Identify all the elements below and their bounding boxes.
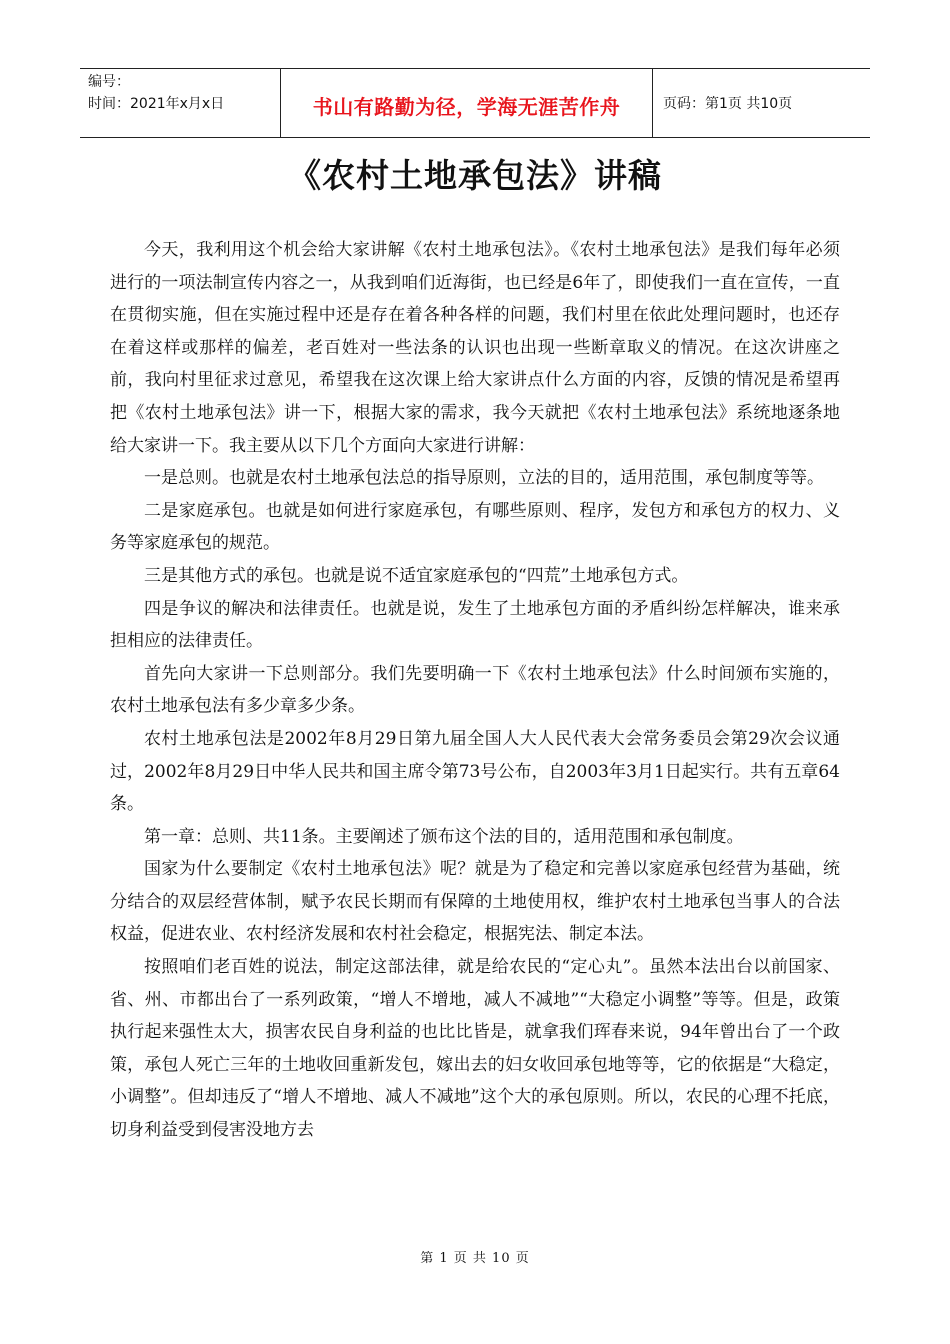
- paragraph: 四是争议的解决和法律责任。也就是说，发生了土地承包方面的矛盾纠纷怎样解决，谁来承担相应的法律责任。: [110, 598, 840, 652]
- paragraph: 第一章：总则、共11条。主要阐述了颁布这个法的目的，适用范围和承包制度。: [144, 826, 744, 847]
- paragraph: 国家为什么要制定《农村土地承包法》呢？就是为了稳定和完善以家庭承包经营为基础，统分结合的双层经营体制，赋予农民长期而有保障的土地使用权，维护农村土地承包当事人的合法权益，促进农业、农村经济发展和农村社会稳定，根据宪法、制定本法。: [110, 859, 840, 945]
- header-motto-cell: [280, 69, 653, 137]
- document-body: [110, 234, 840, 1147]
- header-table: [80, 68, 870, 138]
- document-title: 《农村土地承包法》讲稿: [288, 156, 662, 195]
- paragraph: 首先向大家讲一下总则部分。我们先要明确一下《农村土地承包法》什么时间颁布实施的，农村土地承包法有多少章多少条。: [110, 663, 840, 717]
- document-date-label: 时间：2021年x月x日: [88, 96, 225, 112]
- document-number-label: 编号：: [88, 74, 130, 90]
- page-footer: 第 1 页 共 10 页: [420, 1251, 530, 1266]
- paragraph: 二是家庭承包。也就是如何进行家庭承包，有哪些原则、程序，发包方和承包方的权力、义务等家庭承包的规范。: [110, 500, 840, 554]
- paragraph: 一是总则。也就是农村土地承包法总的指导原则，立法的目的，适用范围，承包制度等等。: [144, 468, 824, 489]
- paragraph: 三是其他方式的承包。也就是说不适宜家庭承包的“四荒”土地承包方式。: [144, 565, 689, 586]
- paragraph: 今天，我利用这个机会给大家讲解《农村土地承包法》。《农村土地承包法》是我们每年必须进行的一项法制宣传内容之一，从我到咱们近海街，也已经是6年了，即使我们一直在宣传，一直在贯彻实施，但在实施过程中还是存在着各种各样的问题，我们村里在依此处理问题时，也还存在着这样或那样的偏差，老百姓对一些法条的认识也出现一些断章取义的情况。在这次讲座之前，我向村里征求过意见，希望我在这次课上给大家讲点什么方面的内容，反馈的情况是希望再把《农村土地承包法》讲一下，根据大家的需求，我今天就把《农村土地承包法》系统地逐条地给大家讲一下。我主要从以下几个方面向大家进行讲解：: [110, 240, 840, 456]
- header-motto: 书山有路勤为径，学海无涯苦作舟: [312, 94, 621, 119]
- paragraph: 农村土地承包法是2002年8月29日第九届全国人大人民代表大会常务委员会第29次会议通过，2002年8月29日中华人民共和国主席令第73号公布，自2003年3月1日起实行。共有五章64条。: [110, 728, 840, 815]
- header-page-info: 页码：第1页 共10页: [663, 96, 793, 112]
- paragraph: 按照咱们老百姓的说法，制定这部法律，就是给农民的“定心丸”。虽然本法出台以前国家、省、州、市都出台了一系列政策，“增人不增地，减人不减地”“大稳定小调整”等等。但是，政策执行起来强性太大，损害农民自身利益的也比比皆是，就拿我们珲春来说，94年曾出台了一个政策，承包人死亡三年的土地收回重新发包，嫁出去的妇女收回承包地等等，它的依据是“大稳定，小调整”。但却违反了“增人不增地、减人不减地”这个大的承包原则。所以，农民的心理不托底，切身利益受到侵害没地方去: [110, 957, 840, 1141]
- header-meta: [80, 69, 280, 137]
